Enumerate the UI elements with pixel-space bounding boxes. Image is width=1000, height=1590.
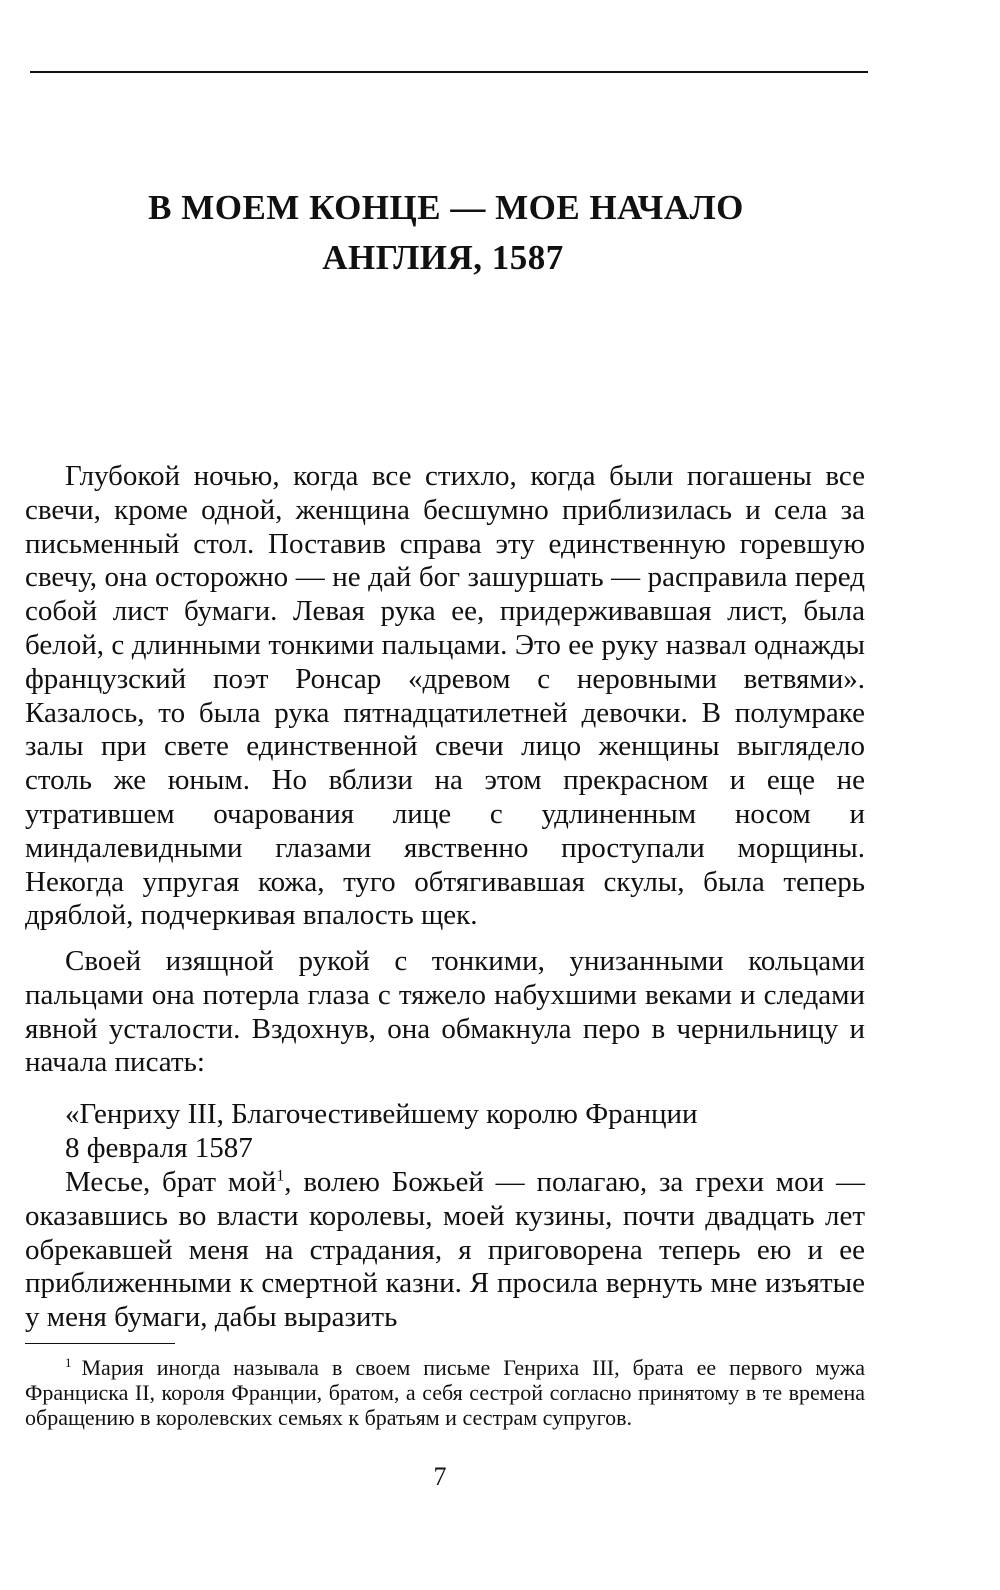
- footnote-reference: 1: [276, 1167, 285, 1185]
- letter-body-start: Месье, брат мой: [65, 1166, 277, 1198]
- footnote-text: Мария иногда называла в своем письме Генриха III, брата ее первого мужа Франциска II, короля Франции, братом, а себя сестрой согласно принятому в те времена обращению в королевских семьях к братьям и сестрам супругов.: [25, 1355, 865, 1430]
- paragraph-1: [25, 460, 865, 933]
- footnote-rule: [25, 1343, 175, 1344]
- paragraph-2: [25, 945, 865, 1080]
- chapter-title: В МОЕМ КОНЦЕ — МОЕ НАЧАЛО: [148, 188, 744, 227]
- letter-header: [25, 1098, 865, 1166]
- letter-body: [25, 1166, 865, 1335]
- letter-date: 8 февраля 1587: [65, 1131, 253, 1164]
- top-rule: [30, 71, 868, 73]
- paragraph-2-text: Своей изящной рукой с тонкими, унизанными кольцами пальцами она потерла глаза с тяжело набухшими веками и следами явной усталости. Вздохнув, она обмакнула перо в чернильницу и начала писать:: [25, 945, 865, 1079]
- footnote-marker: 1: [65, 1354, 72, 1370]
- paragraph-1-text: Глубокой ночью, когда все стихло, когда были погашены все свечи, кроме одной, женщина бесшумно приблизилась и села за письменный стол. Поставив справа эту единственную горевшую свечу, она осторожно — не дай бог зашуршать — расправила перед собой лист бумаги. Левая рука ее, придерживавшая лист, была белой, с длинными тонкими пальцами. Это ее руку назвал однажды французский поэт Ронсар «древом с неровными ветвями». Казалось, то была рука пятнадцатилетней девочки. В полумраке залы при свете единственной свечи лицо женщины выглядело столь же юным. Но вблизи на этом прекрасном и еще не утратившем очарования лице с удлиненным носом и миндалевидными глазами явственно проступали морщины. Некогда упругая кожа, туго обтягивавшая скулы, была теперь дряблой, подчеркивая впалость щек.: [25, 460, 865, 932]
- letter-address: «Генриху III, Благочестивейшему королю Франции: [65, 1098, 698, 1130]
- footnote: [25, 1356, 865, 1430]
- page-number: 7: [433, 1462, 447, 1491]
- letter-body-text: [25, 1166, 865, 1335]
- chapter-subtitle: АНГЛИЯ, 1587: [322, 238, 564, 277]
- letter-body-rest: , волею Божьей — полагаю, за грехи мои — оказавшись во власти королевы, моей кузины, почти двадцать лет обрекавшей меня на страдания, я приговорена теперь ею и ее приближенными к смертной казни. Я просила вернуть мне изъятые у меня бумаги, дабы выразить: [25, 1166, 865, 1334]
